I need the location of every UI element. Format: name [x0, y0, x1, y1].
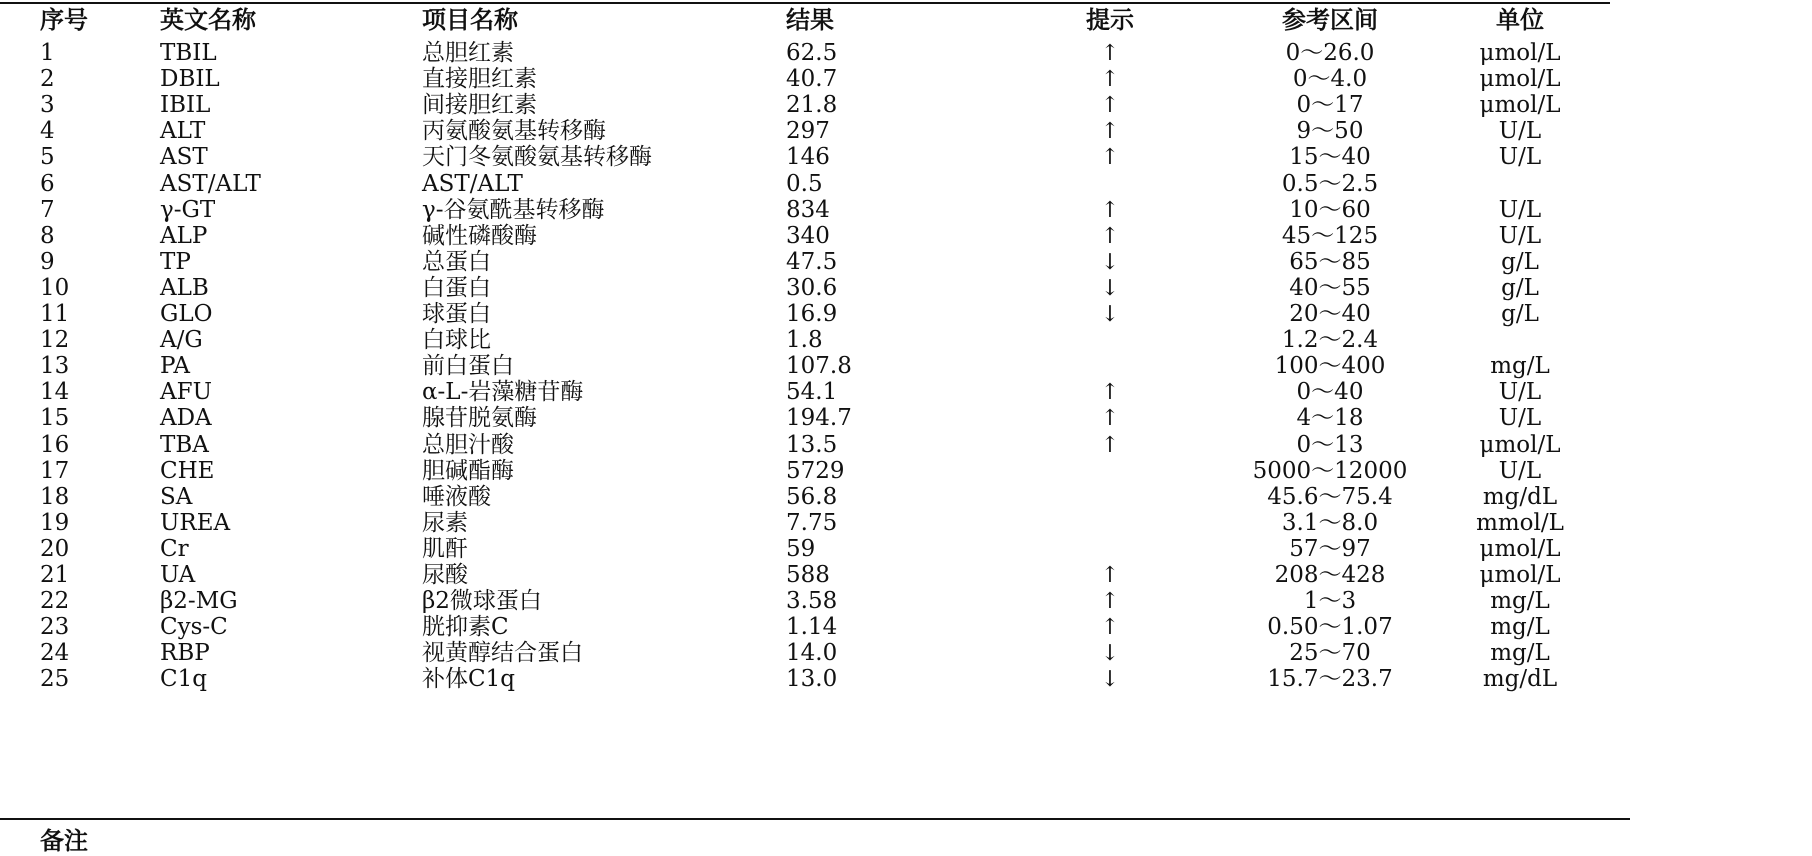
row-english-name: AST [160, 144, 208, 171]
row-result: 588 [786, 562, 830, 588]
arrow-up-icon: ↑ [1100, 589, 1120, 615]
row-result: 5729 [786, 457, 845, 484]
row-no: 22 [40, 588, 70, 615]
row-reference-range: 57～97 [1289, 535, 1371, 562]
row-reference-range: 4～18 [1296, 405, 1364, 432]
arrow-up-icon: ↑ [1100, 41, 1120, 66]
row-reference-range: 20～40 [1289, 301, 1371, 327]
row-result: 1.14 [786, 614, 838, 641]
row-item-name: 间接胆红素 [422, 92, 537, 119]
arrow-up-icon: ↑ [1100, 406, 1120, 432]
row-no: 2 [40, 66, 55, 93]
arrow-up-icon: ↑ [1100, 223, 1120, 249]
row-result: 47.5 [786, 248, 838, 275]
row-english-name: SA [160, 483, 193, 510]
arrow-down-icon: ↓ [1100, 249, 1120, 275]
row-result: 0.5 [786, 170, 823, 197]
row-unit: g/L [1501, 301, 1539, 327]
row-reference-range: 65～85 [1289, 248, 1371, 275]
row-no: 17 [40, 457, 70, 484]
arrow-down-icon: ↓ [1100, 641, 1120, 667]
row-reference-range: 0～4.0 [1292, 66, 1368, 93]
arrow-up-icon: ↑ [1100, 119, 1120, 145]
row-result: 297 [786, 118, 830, 145]
row-item-name: 前白蛋白 [422, 353, 514, 380]
row-unit: μmol/L [1479, 40, 1561, 66]
row-no: 10 [40, 274, 70, 301]
row-no: 20 [40, 535, 70, 562]
row-english-name: UA [160, 562, 196, 588]
row-reference-range: 15～40 [1289, 144, 1371, 171]
row-english-name: TBA [160, 431, 209, 458]
row-english-name: AFU [160, 379, 212, 406]
row-english-name: Cr [160, 535, 189, 562]
remark-label: 备注 [40, 827, 88, 855]
row-english-name: PA [160, 353, 190, 380]
row-reference-range: 45～125 [1281, 222, 1379, 249]
table-row [0, 664, 1610, 694]
row-result: 13.0 [786, 666, 838, 693]
row-result: 56.8 [786, 483, 838, 510]
row-reference-range: 9～50 [1296, 118, 1364, 145]
row-no: 13 [40, 353, 70, 380]
row-reference-range: 10～60 [1289, 196, 1371, 223]
row-unit: mg/dL [1482, 483, 1558, 510]
row-result: 3.58 [786, 588, 838, 615]
row-english-name: ALB [160, 274, 209, 301]
row-unit: mmol/L [1476, 509, 1564, 536]
row-english-name: Cys-C [160, 614, 228, 641]
arrow-down-icon: ↓ [1100, 275, 1120, 301]
row-no: 23 [40, 614, 70, 641]
row-no: 15 [40, 405, 70, 432]
row-item-name: α-L-岩藻糖苷酶 [422, 379, 584, 406]
row-english-name: ALP [160, 222, 208, 249]
row-item-name: 白蛋白 [422, 274, 491, 301]
row-unit: μmol/L [1479, 92, 1561, 119]
row-result: 1.8 [786, 327, 823, 354]
row-no: 19 [40, 509, 70, 536]
row-english-name: CHE [160, 457, 215, 484]
row-unit: U/L [1498, 379, 1542, 406]
arrow-up-icon: ↑ [1100, 432, 1120, 458]
row-unit: mg/L [1490, 614, 1550, 641]
arrow-down-icon: ↓ [1100, 667, 1120, 693]
row-english-name: GLO [160, 301, 213, 327]
row-no: 4 [40, 118, 55, 145]
row-item-name: 丙氨酸氨基转移酶 [422, 118, 606, 145]
row-reference-range: 5000～12000 [1252, 457, 1408, 484]
row-reference-range: 1.2～2.4 [1281, 327, 1379, 354]
row-item-name: 腺苷脱氨酶 [422, 405, 537, 432]
row-unit: U/L [1498, 457, 1542, 484]
header-result: 结果 [786, 6, 834, 34]
row-no: 18 [40, 483, 70, 510]
row-unit: mg/L [1490, 588, 1550, 615]
row-item-name: 总胆红素 [422, 40, 514, 66]
header-reference-range: 参考区间 [1282, 6, 1378, 34]
row-result: 7.75 [786, 509, 838, 536]
row-item-name: 天门冬氨酸氨基转移酶 [422, 144, 652, 171]
row-item-name: 尿素 [422, 509, 468, 536]
row-no: 8 [40, 222, 55, 249]
row-item-name: 总胆汁酸 [422, 431, 514, 458]
row-no: 5 [40, 144, 55, 171]
row-unit: U/L [1498, 196, 1542, 223]
header-hint: 提示 [1086, 6, 1134, 34]
row-reference-range: 3.1～8.0 [1281, 509, 1379, 536]
row-hint [1050, 664, 1170, 695]
row-item-name: 胱抑素C [422, 614, 509, 641]
row-item-name: 补体C1q [422, 666, 515, 693]
arrow-up-icon: ↑ [1100, 93, 1120, 119]
row-english-name: TBIL [160, 40, 217, 66]
row-reference-range: 0.5～2.5 [1281, 170, 1379, 197]
table-header [0, 4, 1610, 36]
row-english-name: ADA [160, 405, 212, 432]
row-unit: U/L [1498, 222, 1542, 249]
header-no: 序号 [40, 6, 88, 34]
row-unit: U/L [1498, 118, 1542, 145]
row-reference-range: 40～55 [1289, 274, 1371, 301]
row-no: 16 [40, 431, 70, 458]
row-reference-range: 25～70 [1289, 640, 1371, 667]
row-result: 30.6 [786, 274, 838, 301]
row-english-name: γ-GT [160, 196, 216, 223]
row-no: 14 [40, 379, 70, 406]
row-english-name: IBIL [160, 92, 211, 119]
row-item-name: 碱性磷酸酶 [422, 222, 537, 249]
row-item-name: 视黄醇结合蛋白 [422, 640, 583, 667]
row-item-name: 肌酐 [422, 535, 468, 562]
row-item-name: 白球比 [422, 327, 491, 354]
row-result: 834 [786, 196, 830, 223]
row-item-name: 总蛋白 [422, 248, 491, 275]
row-result: 40.7 [786, 66, 838, 93]
row-reference-range: 208～428 [1274, 562, 1386, 588]
bottom-divider [0, 818, 1630, 820]
row-unit: mg/dL [1482, 666, 1558, 693]
row-unit: μmol/L [1479, 562, 1561, 588]
row-reference-range: 45.6～75.4 [1267, 483, 1393, 510]
row-item-name: 尿酸 [422, 562, 468, 588]
row-result: 194.7 [786, 405, 852, 432]
row-unit: U/L [1498, 144, 1542, 171]
row-english-name: TP [160, 248, 191, 275]
header-item-name: 项目名称 [422, 6, 518, 34]
header-english-name: 英文名称 [160, 6, 256, 34]
row-unit: g/L [1501, 274, 1539, 301]
arrow-up-icon: ↑ [1100, 67, 1120, 93]
arrow-up-icon: ↑ [1100, 615, 1120, 641]
row-unit: μmol/L [1479, 66, 1561, 93]
row-no: 9 [40, 248, 55, 275]
row-reference-range: 0.50～1.07 [1267, 614, 1393, 641]
row-item-name: γ-谷氨酰基转移酶 [422, 196, 605, 223]
row-unit: g/L [1501, 248, 1539, 275]
row-english-name: UREA [160, 509, 231, 536]
row-no: 21 [40, 562, 70, 588]
row-english-name: RBP [160, 640, 210, 667]
row-unit: U/L [1498, 405, 1542, 432]
row-result: 13.5 [786, 431, 838, 458]
row-no: 12 [40, 327, 70, 354]
row-result: 146 [786, 144, 830, 171]
row-unit: μmol/L [1479, 431, 1561, 458]
row-english-name: C1q [160, 666, 207, 693]
row-english-name: ALT [160, 118, 206, 145]
row-no: 24 [40, 640, 70, 667]
arrow-up-icon: ↑ [1100, 380, 1120, 406]
arrow-up-icon: ↑ [1100, 145, 1120, 171]
row-unit: μmol/L [1479, 535, 1561, 562]
row-item-name: 胆碱酯酶 [422, 457, 514, 484]
row-no: 3 [40, 92, 55, 119]
row-result: 340 [786, 222, 830, 249]
row-reference-range: 0～13 [1296, 431, 1364, 458]
row-item-name: 球蛋白 [422, 301, 491, 327]
arrow-up-icon: ↑ [1100, 197, 1120, 223]
row-result: 54.1 [786, 379, 838, 406]
row-result: 21.8 [786, 92, 838, 119]
row-result: 59 [786, 535, 816, 562]
arrow-down-icon: ↓ [1100, 302, 1120, 327]
row-result: 14.0 [786, 640, 838, 667]
row-reference-range: 100～400 [1274, 353, 1386, 380]
row-result: 62.5 [786, 40, 838, 66]
row-item-name: AST/ALT [422, 170, 523, 197]
row-english-name: A/G [160, 327, 203, 354]
row-no: 25 [40, 666, 70, 693]
row-no: 6 [40, 170, 55, 197]
row-english-name: DBIL [160, 66, 220, 93]
row-reference-range: 1～3 [1303, 588, 1357, 615]
row-item-name: 唾液酸 [422, 483, 491, 510]
row-unit: mg/L [1490, 640, 1550, 667]
row-reference-range: 0～17 [1296, 92, 1364, 119]
row-no: 7 [40, 196, 55, 223]
header-unit: 单位 [1496, 6, 1544, 34]
row-item-name: β2微球蛋白 [422, 588, 542, 615]
row-reference-range: 0～26.0 [1285, 40, 1375, 66]
arrow-up-icon: ↑ [1100, 563, 1120, 588]
row-unit: mg/L [1490, 353, 1550, 380]
row-english-name: AST/ALT [160, 170, 261, 197]
row-result: 16.9 [786, 301, 838, 327]
row-item-name: 直接胆红素 [422, 66, 537, 93]
row-english-name: β2-MG [160, 588, 238, 615]
row-reference-range: 0～40 [1296, 379, 1364, 406]
row-no: 1 [40, 40, 55, 66]
row-no: 11 [40, 301, 70, 327]
row-reference-range: 15.7～23.7 [1267, 666, 1393, 693]
row-result: 107.8 [786, 353, 852, 380]
